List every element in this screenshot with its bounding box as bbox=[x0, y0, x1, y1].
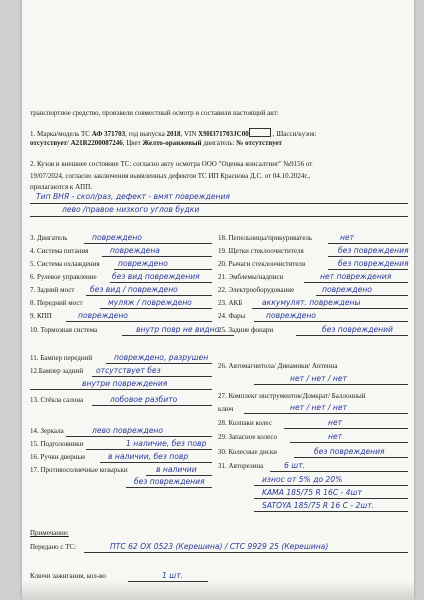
right-item-rule bbox=[284, 428, 408, 429]
left-item-value: лево повреждено bbox=[92, 426, 164, 435]
left-item-rule bbox=[146, 475, 212, 476]
item2-handwriting-1: Тип ВНЯ - скол/раз, дефект - вмят повреждения bbox=[36, 192, 230, 201]
right-item-label: 29. Запасное колесо bbox=[218, 433, 278, 441]
right-item-value: без повреждения bbox=[338, 246, 409, 255]
right-item-label: 21. Эмблемы/надписи bbox=[218, 273, 284, 281]
right-item-value: без повреждения bbox=[314, 447, 385, 456]
left-item-value-2: внутри повреждения bbox=[82, 379, 168, 388]
right-item-rule bbox=[254, 321, 408, 322]
right-item-label: 23. АКБ bbox=[218, 299, 243, 307]
left-item-rule bbox=[92, 405, 212, 406]
left-item-label: 6. Рулевое управление bbox=[30, 273, 97, 281]
right-item-rule bbox=[254, 384, 408, 385]
left-item-value: лобовое разбито bbox=[110, 395, 178, 404]
right-item-label: 18. Пепельницы/прикуриватель bbox=[218, 234, 313, 242]
right-item-value: повреждено bbox=[322, 285, 372, 294]
right-item-label: 27. Комплект инструментов/Домкрат/ Баллонный bbox=[218, 392, 366, 400]
left-item-label: 3. Двигатель bbox=[30, 234, 68, 242]
left-item-rule bbox=[126, 487, 212, 488]
left-item-rule bbox=[106, 363, 212, 364]
left-item-value: без вид / повреждено bbox=[90, 285, 178, 294]
right-item-rule bbox=[296, 335, 408, 336]
item2-rule-2 bbox=[30, 216, 408, 217]
left-item-rule bbox=[110, 282, 212, 283]
left-item-rule bbox=[84, 243, 212, 244]
left-item-rule bbox=[122, 335, 234, 336]
right-item-label: 25. Задние фонари bbox=[218, 326, 274, 334]
left-item-label: 8. Передний мост bbox=[30, 299, 83, 307]
right-item-rule bbox=[290, 442, 408, 443]
left-item-value-2: без повреждения bbox=[134, 477, 205, 486]
right-item-value: нет повреждения bbox=[320, 272, 392, 281]
right-item-value: нет bbox=[340, 233, 355, 242]
keys-count: 1 шт. bbox=[162, 571, 184, 580]
left-item-value: отсутствует без bbox=[96, 366, 161, 375]
right-item-label: 30. Колесные диски bbox=[218, 448, 277, 456]
right-item-value: повреждено bbox=[266, 311, 316, 320]
vin-redaction-box bbox=[249, 128, 271, 137]
right-item-value: нет / нет / нет bbox=[290, 374, 347, 383]
document-page bbox=[22, 0, 414, 600]
right-item-label-2: ключ bbox=[218, 405, 234, 413]
left-item-value: повреждено bbox=[92, 233, 142, 242]
left-item-rule bbox=[114, 269, 212, 270]
right-item-rule bbox=[294, 457, 408, 458]
intro-text: транспортное средство, произвели совместный осмотр и составили настоящий акт: bbox=[30, 109, 279, 117]
left-item-value: муляж / повреждено bbox=[108, 298, 192, 307]
left-item-value: внутр повр не видно bbox=[136, 325, 220, 334]
right-item-value: без повреждений bbox=[322, 325, 393, 334]
tyres-satoya: SATOYA 185/75 R 16 C - 2шт. bbox=[262, 501, 375, 510]
left-item-rule bbox=[86, 449, 212, 450]
right-item-value: аккумулят. повреждены bbox=[262, 298, 361, 307]
keys-label: Ключи зажигания, кол-во bbox=[30, 572, 106, 580]
tyres-rule bbox=[254, 485, 408, 486]
item2-line1: 2. Кузов и внешнее состояние ТС: согласно акту осмотра ООО "Оценка консалтинг" №9156 от bbox=[30, 160, 313, 168]
left-item-value: без вид повреждения bbox=[112, 272, 200, 281]
right-item-label: 22. Электрооборудование bbox=[218, 286, 295, 294]
item2-line3: прилагаются к АПП. bbox=[30, 183, 92, 191]
left-item-label: 9. КПП bbox=[30, 312, 52, 320]
transfer-documents: ПТС 62 ОХ 0523 (Керешина) / СТС 9929 25 (Керешина) bbox=[110, 542, 329, 551]
tyres-rule bbox=[254, 498, 408, 499]
left-item-rule bbox=[100, 308, 212, 309]
left-item-label: 10. Тормозная система bbox=[30, 326, 98, 334]
right-item-rule bbox=[304, 282, 408, 283]
right-item-label: 24. Фары bbox=[218, 312, 246, 320]
item1-line1: 1. Марка/модель ТС АФ 371703, год выпуска 2018, VIN X9H371703JC00 , Шасси/кузов: bbox=[30, 130, 317, 138]
left-item-label: 5. Система охлаждения bbox=[30, 260, 100, 268]
tyres-rule bbox=[254, 511, 408, 512]
left-item-value: в наличии bbox=[156, 465, 197, 474]
tyres-wear: износ от 5% до 20% bbox=[262, 475, 343, 484]
right-item-value: нет bbox=[328, 432, 343, 441]
left-item-rule bbox=[92, 376, 212, 377]
right-item-rule bbox=[328, 269, 408, 270]
left-item-value: повреждено bbox=[78, 311, 128, 320]
item2-rule-1 bbox=[30, 203, 408, 204]
right-item-rule bbox=[244, 413, 408, 414]
right-item-label: 26. Автомагнитола/ Динамики/ Антенна bbox=[218, 362, 338, 370]
left-item-value: повреждено bbox=[118, 259, 168, 268]
right-item-label: 19. Щетки стеклоочистителя bbox=[218, 247, 304, 255]
left-item-label: 17. Противосолнечные козырьки bbox=[30, 466, 128, 474]
left-item-rule bbox=[30, 389, 212, 390]
transfer-rule bbox=[84, 552, 408, 553]
left-item-label: 15. Подголовники bbox=[30, 440, 84, 448]
transfer-label: Передано с ТС: bbox=[30, 543, 77, 551]
left-item-value: повреждено, разрушен bbox=[114, 353, 209, 362]
right-item-value: нет bbox=[328, 418, 343, 427]
left-item-rule bbox=[86, 295, 212, 296]
left-item-value: в наличии, без повр bbox=[108, 452, 189, 461]
right-item-rule bbox=[328, 243, 408, 244]
left-item-label: 12.Бампер задний bbox=[30, 367, 84, 375]
item1-line2: отсутствует/ A21R2200087246, Цвет Желто-оранжевый двигатель: № отсутствует bbox=[30, 139, 282, 147]
item2-handwriting-2: лево /правое низкого углов будки bbox=[62, 205, 200, 214]
right-item-label: 31. Авторезина bbox=[218, 462, 264, 470]
left-item-label: 11. Бампер передний bbox=[30, 354, 93, 362]
left-item-label: 4. Система питания bbox=[30, 247, 89, 255]
right-item-rule bbox=[252, 308, 408, 309]
item2-line2: 19/07/2024, согласно заключения выявленных дефектов ТС ИП Краснова Д.С. от 04.10.2024г., bbox=[30, 172, 310, 180]
left-item-value: 1 наличие, без повр bbox=[126, 439, 207, 448]
left-item-rule bbox=[66, 321, 212, 322]
note-label: Примечание: bbox=[30, 529, 69, 537]
right-item-value: нет / нет / нет bbox=[290, 403, 347, 412]
left-item-label: 7. Задний мост bbox=[30, 286, 75, 294]
left-item-rule bbox=[66, 436, 212, 437]
right-item-label: 20. Рычаги стеклоочистителя bbox=[218, 260, 306, 268]
left-item-rule bbox=[100, 462, 212, 463]
right-item-rule bbox=[316, 295, 408, 296]
right-item-rule bbox=[328, 256, 408, 257]
right-item-value: без повреждения bbox=[338, 259, 409, 268]
left-item-label: 14. Зеркала bbox=[30, 427, 64, 435]
right-item-value: 6 шт. bbox=[284, 461, 306, 470]
tyres-kama: KAMA 185/75 R 16C - 4шт bbox=[262, 488, 362, 497]
right-item-rule bbox=[270, 471, 408, 472]
left-item-label: 16. Ручки дверные bbox=[30, 453, 86, 461]
left-item-value: повреждена bbox=[110, 246, 160, 255]
left-item-label: 13. Стёкла салона bbox=[30, 396, 84, 404]
right-item-label: 28. Колпаки колес bbox=[218, 419, 272, 427]
scan-shadow bbox=[22, 580, 414, 600]
left-item-rule bbox=[102, 256, 212, 257]
